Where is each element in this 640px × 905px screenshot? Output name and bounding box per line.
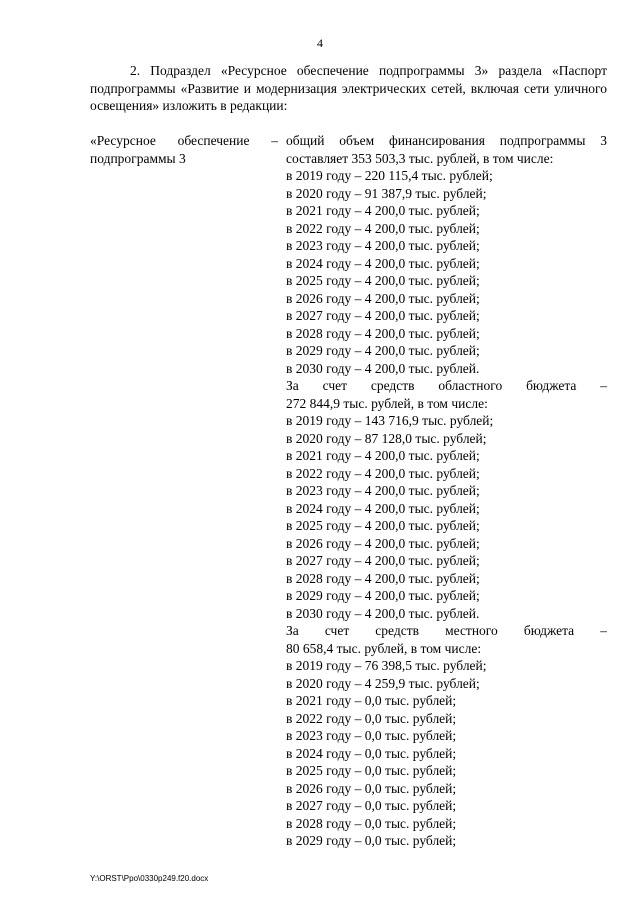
funding-line: общий объем финансирования подпрограммы 3 [286, 133, 607, 148]
funding-line: За счет средств местного бюджета – [286, 623, 607, 638]
file-path-footer: Y:\ORST\Ppo\0330p249.f20.docx [90, 874, 209, 883]
funding-line: в 2026 году – 4 200,0 тыс. рублей; [286, 535, 480, 551]
funding-line: в 2024 году – 0,0 тыс. рублей; [286, 745, 457, 761]
funding-line: в 2026 году – 4 200,0 тыс. рублей; [286, 290, 480, 306]
funding-line: в 2020 году – 87 128,0 тыс. рублей; [286, 430, 487, 446]
funding-line: в 2025 году – 4 200,0 тыс. рублей; [286, 518, 480, 533]
funding-line: в 2021 году – 0,0 тыс. рублей; [286, 693, 457, 708]
funding-line: в 2026 году – 0,0 тыс. рублей; [286, 780, 457, 796]
funding-line: в 2027 году – 4 200,0 тыс. рублей; [286, 553, 480, 568]
funding-line: в 2021 году – 4 200,0 тыс. рублей; [286, 203, 480, 218]
funding-line: в 2022 году – 4 200,0 тыс. рублей; [286, 220, 480, 236]
intro-paragraph [90, 62, 607, 115]
funding-line: в 2030 году – 4 200,0 тыс. рублей. [286, 360, 480, 376]
funding-line: в 2028 году – 0,0 тыс. рублей; [286, 815, 457, 831]
funding-line: в 2030 году – 4 200,0 тыс. рублей. [286, 605, 480, 621]
funding-line: в 2022 году – 0,0 тыс. рублей; [286, 710, 457, 726]
funding-line: в 2023 году – 4 200,0 тыс. рублей; [286, 238, 480, 253]
funding-line: За счет средств областного бюджета – [286, 378, 607, 393]
intro-text: 2. Подраздел «Ресурсное обеспечение подпрограммы 3» раздела «Паспорт подпрограммы «Развитие и модернизация электрических сетей, включая сети уличного освещения» изложить в редакции: [90, 63, 607, 113]
funding-line: в 2028 году – 4 200,0 тыс. рублей; [286, 325, 480, 341]
funding-line: 272 844,9 тыс. рублей, в том числе: [286, 395, 488, 411]
funding-line: в 2019 году – 143 716,9 тыс. рублей; [286, 413, 494, 428]
funding-line: в 2025 году – 4 200,0 тыс. рублей; [286, 273, 480, 288]
funding-line: в 2029 году – 4 200,0 тыс. рублей; [286, 343, 480, 358]
funding-line: в 2025 году – 0,0 тыс. рублей; [286, 763, 457, 778]
funding-line: в 2024 году – 4 200,0 тыс. рублей; [286, 255, 480, 271]
funding-line: в 2029 году – 4 200,0 тыс. рублей; [286, 588, 480, 603]
funding-line: составляет 353 503,3 тыс. рублей, в том числе: [286, 150, 554, 166]
funding-line: в 2024 году – 4 200,0 тыс. рублей; [286, 500, 480, 516]
funding-line: в 2019 году – 76 398,5 тыс. рублей; [286, 658, 487, 673]
funding-line: в 2027 году – 4 200,0 тыс. рублей; [286, 308, 480, 323]
funding-line: 80 658,4 тыс. рублей, в том числе: [286, 640, 482, 656]
funding-line: в 2023 году – 4 200,0 тыс. рублей; [286, 483, 480, 498]
funding-line: в 2019 году – 220 115,4 тыс. рублей; [286, 168, 493, 183]
funding-line: в 2028 году – 4 200,0 тыс. рублей; [286, 570, 480, 586]
resource-label: «Ресурсное обеспечение – подпрограммы 3 [90, 133, 278, 166]
funding-line: в 2021 году – 4 200,0 тыс. рублей; [286, 448, 480, 463]
funding-line: в 2029 году – 0,0 тыс. рублей; [286, 833, 457, 848]
funding-line: в 2022 году – 4 200,0 тыс. рублей; [286, 465, 480, 481]
funding-line: в 2023 году – 0,0 тыс. рублей; [286, 728, 457, 743]
page-number: 4 [317, 36, 323, 50]
funding-details [286, 132, 607, 850]
funding-line: в 2020 году – 91 387,9 тыс. рублей; [286, 185, 487, 201]
funding-line: в 2020 году – 4 259,9 тыс. рублей; [286, 675, 480, 691]
funding-line: в 2027 году – 0,0 тыс. рублей; [286, 798, 457, 813]
